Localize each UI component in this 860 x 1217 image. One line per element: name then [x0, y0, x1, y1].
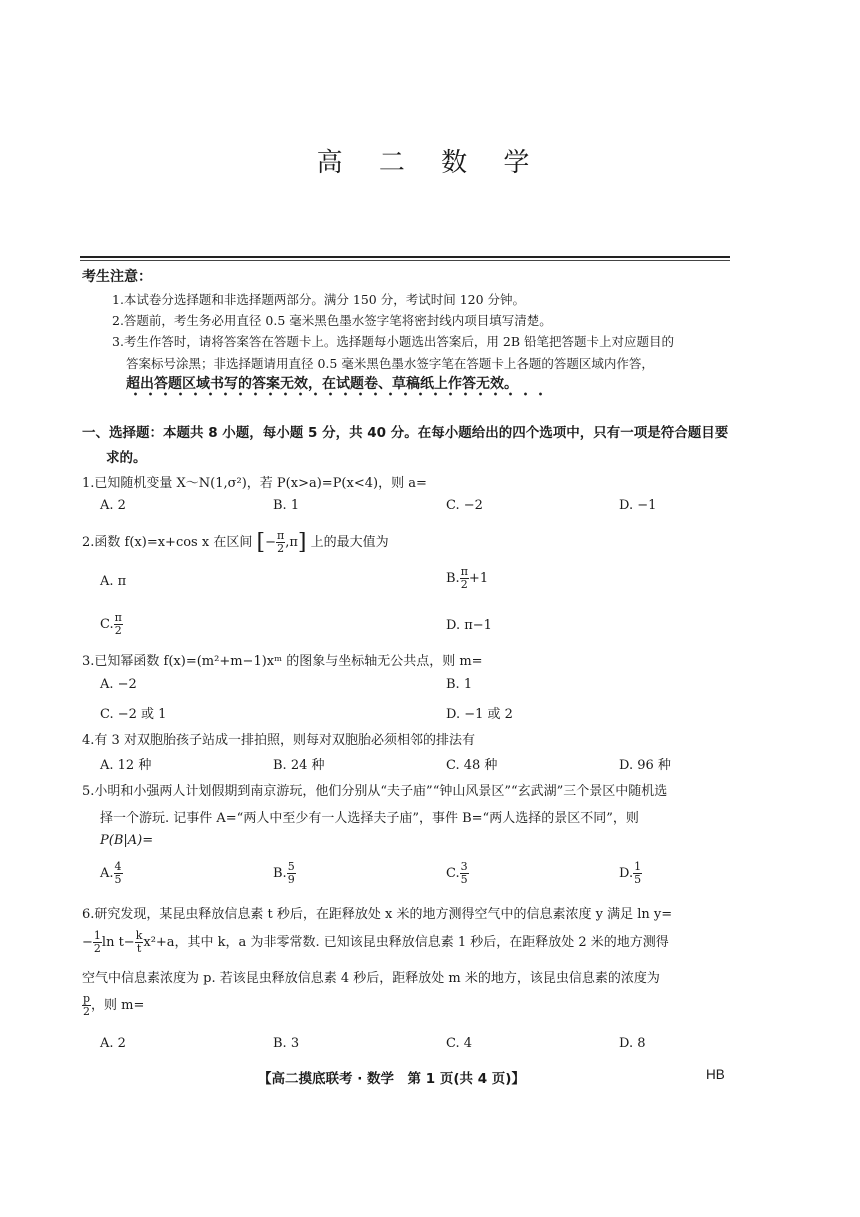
q6-stem-end: ，则 m= — [91, 998, 145, 1013]
question-5-stem-1: 5.小明和小强两人计划假期到南京游玩，他们分别从“夫子庙”“钟山风景区”“玄武湖”三个景区中随机选 — [82, 784, 668, 799]
q2-option-d: D. π−1 — [446, 618, 492, 633]
frac-num: 5 — [287, 860, 295, 873]
question-3-stem: 3.已知幂函数 f(x)=(m²+m−1)xᵐ 的图象与坐标轴无公共点，则 m= — [82, 654, 483, 669]
q4-option-b: B. 24 种 — [273, 758, 325, 773]
q2-b-post: +1 — [468, 571, 489, 586]
frac-num: 3 — [460, 860, 468, 873]
q4-option-a: A. 12 种 — [100, 758, 152, 773]
q2-c-fraction — [114, 612, 123, 637]
q6-minus: − — [82, 935, 93, 950]
q4-option-c: C. 48 种 — [446, 758, 498, 773]
q6-half-fraction — [93, 930, 102, 955]
question-1-stem: 1.已知随机变量 X～N(1,σ²)，若 P(x>a)=P(x<4)，则 a= — [82, 476, 427, 491]
frac-num: k — [135, 929, 143, 942]
q2-stem-b: 上的最大值为 — [310, 535, 389, 550]
exam-code: HB — [706, 1067, 725, 1082]
q1-option-c: C. −2 — [446, 498, 483, 513]
frac-den: 2 — [277, 542, 285, 555]
frac-den: t — [136, 942, 142, 955]
frac-den: 2 — [114, 624, 122, 637]
notes-heading: 考生注意： — [82, 269, 152, 285]
q2-option-c — [100, 612, 123, 637]
section-heading: 一、选择题：本题共 8 小题，每小题 5 分，共 40 分。在每小题给出的四个选项中，只有一项是符合题目要 — [82, 425, 729, 441]
q5-a-fraction — [114, 861, 123, 886]
q5-c-label: C. — [446, 866, 460, 881]
q2-interval-right: ,π — [285, 535, 298, 550]
q2-stem-a: 2.函数 f(x)=x+cos x 在区间 — [82, 535, 253, 550]
q5-d-label: D. — [619, 866, 634, 881]
q3-option-b: B. 1 — [446, 677, 473, 692]
q1-option-d: D. −1 — [619, 498, 657, 513]
frac-num: p — [83, 992, 91, 1005]
frac-num: π — [460, 565, 468, 578]
q3-option-c: C. −2 或 1 — [100, 707, 167, 722]
q5-option-d — [619, 861, 642, 886]
q2-b-fraction — [460, 566, 469, 591]
note-1: 1.本试卷分选择题和非选择题两部分。满分 150 分，考试时间 120 分钟。 — [112, 292, 526, 307]
q5-b-label: B. — [273, 866, 287, 881]
q4-option-d: D. 96 种 — [619, 758, 671, 773]
q5-option-a — [100, 861, 123, 886]
page-title: 高 二 数 学 — [316, 148, 544, 178]
bracket-right: ] — [297, 530, 307, 555]
question-4-stem: 4.有 3 对双胞胎孩子站成一排拍照，则每对双胞胎必须相邻的排法有 — [82, 733, 475, 748]
q1-option-a: A. 2 — [100, 498, 126, 513]
q6-p-fraction — [82, 993, 91, 1018]
q6-option-c: C. 4 — [446, 1036, 473, 1051]
header-rule-thin — [80, 260, 730, 261]
q6-option-a: A. 2 — [100, 1036, 126, 1051]
frac-den: 5 — [634, 873, 642, 886]
q2-option-b — [446, 566, 488, 591]
frac-den: 2 — [93, 942, 101, 955]
frac-num: π — [114, 611, 122, 624]
q6-option-b: B. 3 — [273, 1036, 300, 1051]
q3-option-a: A. −2 — [100, 677, 137, 692]
frac-den: 2 — [460, 578, 468, 591]
q3-option-d: D. −1 或 2 — [446, 707, 513, 722]
section-heading-cont: 求的。 — [106, 450, 147, 466]
question-6-stem-4 — [82, 993, 144, 1018]
bracket-left: [ — [256, 530, 266, 555]
page-footer: 【高二摸底联考 · 数学 第 1 页(共 4 页)】 — [258, 1071, 525, 1087]
q5-option-b — [273, 861, 296, 886]
frac-den: 5 — [114, 873, 122, 886]
frac-den: 2 — [83, 1005, 91, 1018]
notes-emphasis: 超出答题区域书写的答案无效，在试题卷、草稿纸上作答无效。 — [126, 376, 518, 392]
q2-option-a: A. π — [100, 574, 127, 589]
question-5-stem-3: P(B|A)= — [100, 833, 154, 848]
q5-option-c — [446, 861, 469, 886]
q6-option-d: D. 8 — [619, 1036, 646, 1051]
question-5-stem-2: 择一个游玩. 记事件 A=“两人中至少有一人选择夫子庙”，事件 B=“两人选择的景区不同”，则 — [100, 811, 639, 826]
question-2-stem — [82, 530, 389, 555]
q6-ln-t: ln t− — [101, 935, 135, 950]
q2-interval-minus: − — [265, 535, 276, 550]
question-6-stem-3: 空气中信息素浓度为 p. 若该昆虫释放信息素 4 秒后，距释放处 m 米的地方，该昆虫信息素的浓度为 — [82, 971, 660, 986]
header-rule — [80, 256, 730, 258]
q2-c-label: C. — [100, 617, 114, 632]
q5-c-fraction — [460, 861, 469, 886]
frac-num: 4 — [114, 860, 122, 873]
frac-num: π — [276, 529, 285, 542]
q5-d-fraction — [633, 861, 642, 886]
frac-den: 9 — [287, 873, 295, 886]
note-3: 3.考生作答时，请将答案答在答题卡上。选择题每小题选出答案后，用 2B 铅笔把答题卡上对应题目的 — [112, 334, 675, 349]
q2-b-label: B. — [446, 571, 460, 586]
question-6-stem-2 — [82, 930, 669, 955]
q6-stem-rest: x²+a，其中 k，a 为非零常数. 已知该昆虫释放信息素 1 秒后，在距释放处 2 米的地方测得 — [143, 935, 669, 950]
frac-num: 1 — [634, 860, 642, 873]
frac-den: 5 — [460, 873, 468, 886]
emphasis-dots — [128, 392, 552, 396]
note-2: 2.答题前，考生务必用直径 0.5 毫米黑色墨水签字笔将密封线内项目填写清楚。 — [112, 313, 552, 328]
question-6-stem-1: 6.研究发现，某昆虫释放信息素 t 秒后，在距释放处 x 米的地方测得空气中的信息素浓度 y 满足 ln y= — [82, 907, 673, 922]
q5-a-label: A. — [100, 866, 114, 881]
q1-option-b: B. 1 — [273, 498, 300, 513]
q2-interval-fraction — [276, 530, 285, 555]
q5-b-fraction — [287, 861, 296, 886]
frac-num: 1 — [93, 929, 101, 942]
note-3-cont: 答案标号涂黑；非选择题请用直径 0.5 毫米黑色墨水签字笔在答题卡上各题的答题区域内作答， — [126, 356, 654, 371]
